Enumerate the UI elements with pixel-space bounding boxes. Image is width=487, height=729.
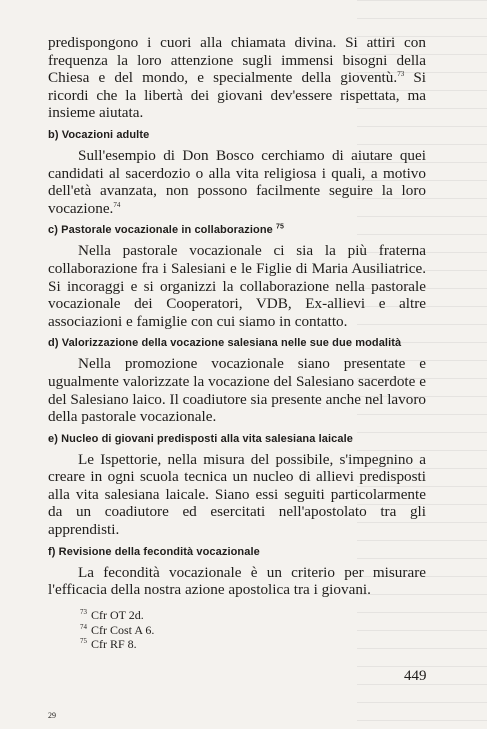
main-text [48, 34, 426, 599]
section-c [48, 223, 426, 330]
section-heading: c) Pastorale vocazionale in collaborazione $^{75}$ [48, 223, 285, 237]
section-heading: d) Valorizzazione della vocazione salesiana nelle sue due modalità [48, 337, 402, 350]
section-heading: e) Nucleo di giovani predisposti alla vita salesiana laicale [48, 432, 353, 445]
section-b [48, 128, 426, 217]
signature-mark: 29 [48, 711, 56, 720]
section-paragraph: Sull'esempio di Don Bosco cerchiamo di aiutare quei candidati al sacerdozio o alla vita religiosa i quali, a motivo dell'età avanzata, non possono facilmente seguire la loro vocazione.$^{74}$ [48, 146, 426, 217]
section-paragraph: Nella promozione vocazionale siano presentate e ugualmente valorizzate la vocazione del Salesiano sacerdote e del Salesiano laico. Il coadiutore sia presente anche nel lavoro della pastorale vocazionale. [48, 355, 426, 426]
section-heading: f) Revisione della fecondità vocazionale [48, 545, 260, 558]
intro-paragraph: predispongono i cuori alla chiamata divina. Si attiri con frequenza la loro attenzione sugli immensi bisogni della Chiesa e del mondo, e specialmente della gioventù.$^{73}$ Si ricordi che la libertà dei giovani dev'essere rispettata, ma insieme aiutata. [48, 34, 427, 122]
section-paragraph: Le Ispettorie, nella misura del possibile, s'impegnino a creare in ogni scuola tecnica un nucleo di allievi predisposti alla vita salesiana laicale. Siano essi seguiti particolarmente da un coadiutore ed esercitati nell'apostolato tra gli apprendisti. [48, 450, 426, 539]
page-number: 449 [404, 668, 427, 684]
section-heading: b) Vocazioni adulte [48, 128, 150, 141]
section-e [48, 432, 426, 539]
footnote: $^{75}$ Cfr RF 8. [80, 637, 137, 651]
section-paragraph: La fecondità vocazionale è un criterio per misurare l'efficacia della nostra azione apostolica tra i giovani. [48, 563, 426, 599]
footnote-ref: 73 [397, 70, 405, 79]
section-paragraph: Nella pastorale vocazionale ci sia la più fraterna collaborazione fra i Salesiani e le Figlie di Maria Ausiliatrice. Si incoraggi e si organizzi la collaborazione nella pastorale vocazionale dei Cooperatori, VDB, Ex-allievi e altre associazioni e famiglie con cui siamo in contatto. [48, 242, 426, 330]
section-f [48, 545, 426, 599]
footnote: $^{73}$ Cfr OT 2d. [80, 608, 144, 622]
footnote: $^{74}$ Cfr Cost A 6. [80, 622, 155, 637]
footnote-ref: 75 [276, 223, 285, 231]
footnote-ref: 74 [113, 200, 121, 209]
section-d [48, 336, 426, 425]
footnotes [80, 608, 280, 652]
